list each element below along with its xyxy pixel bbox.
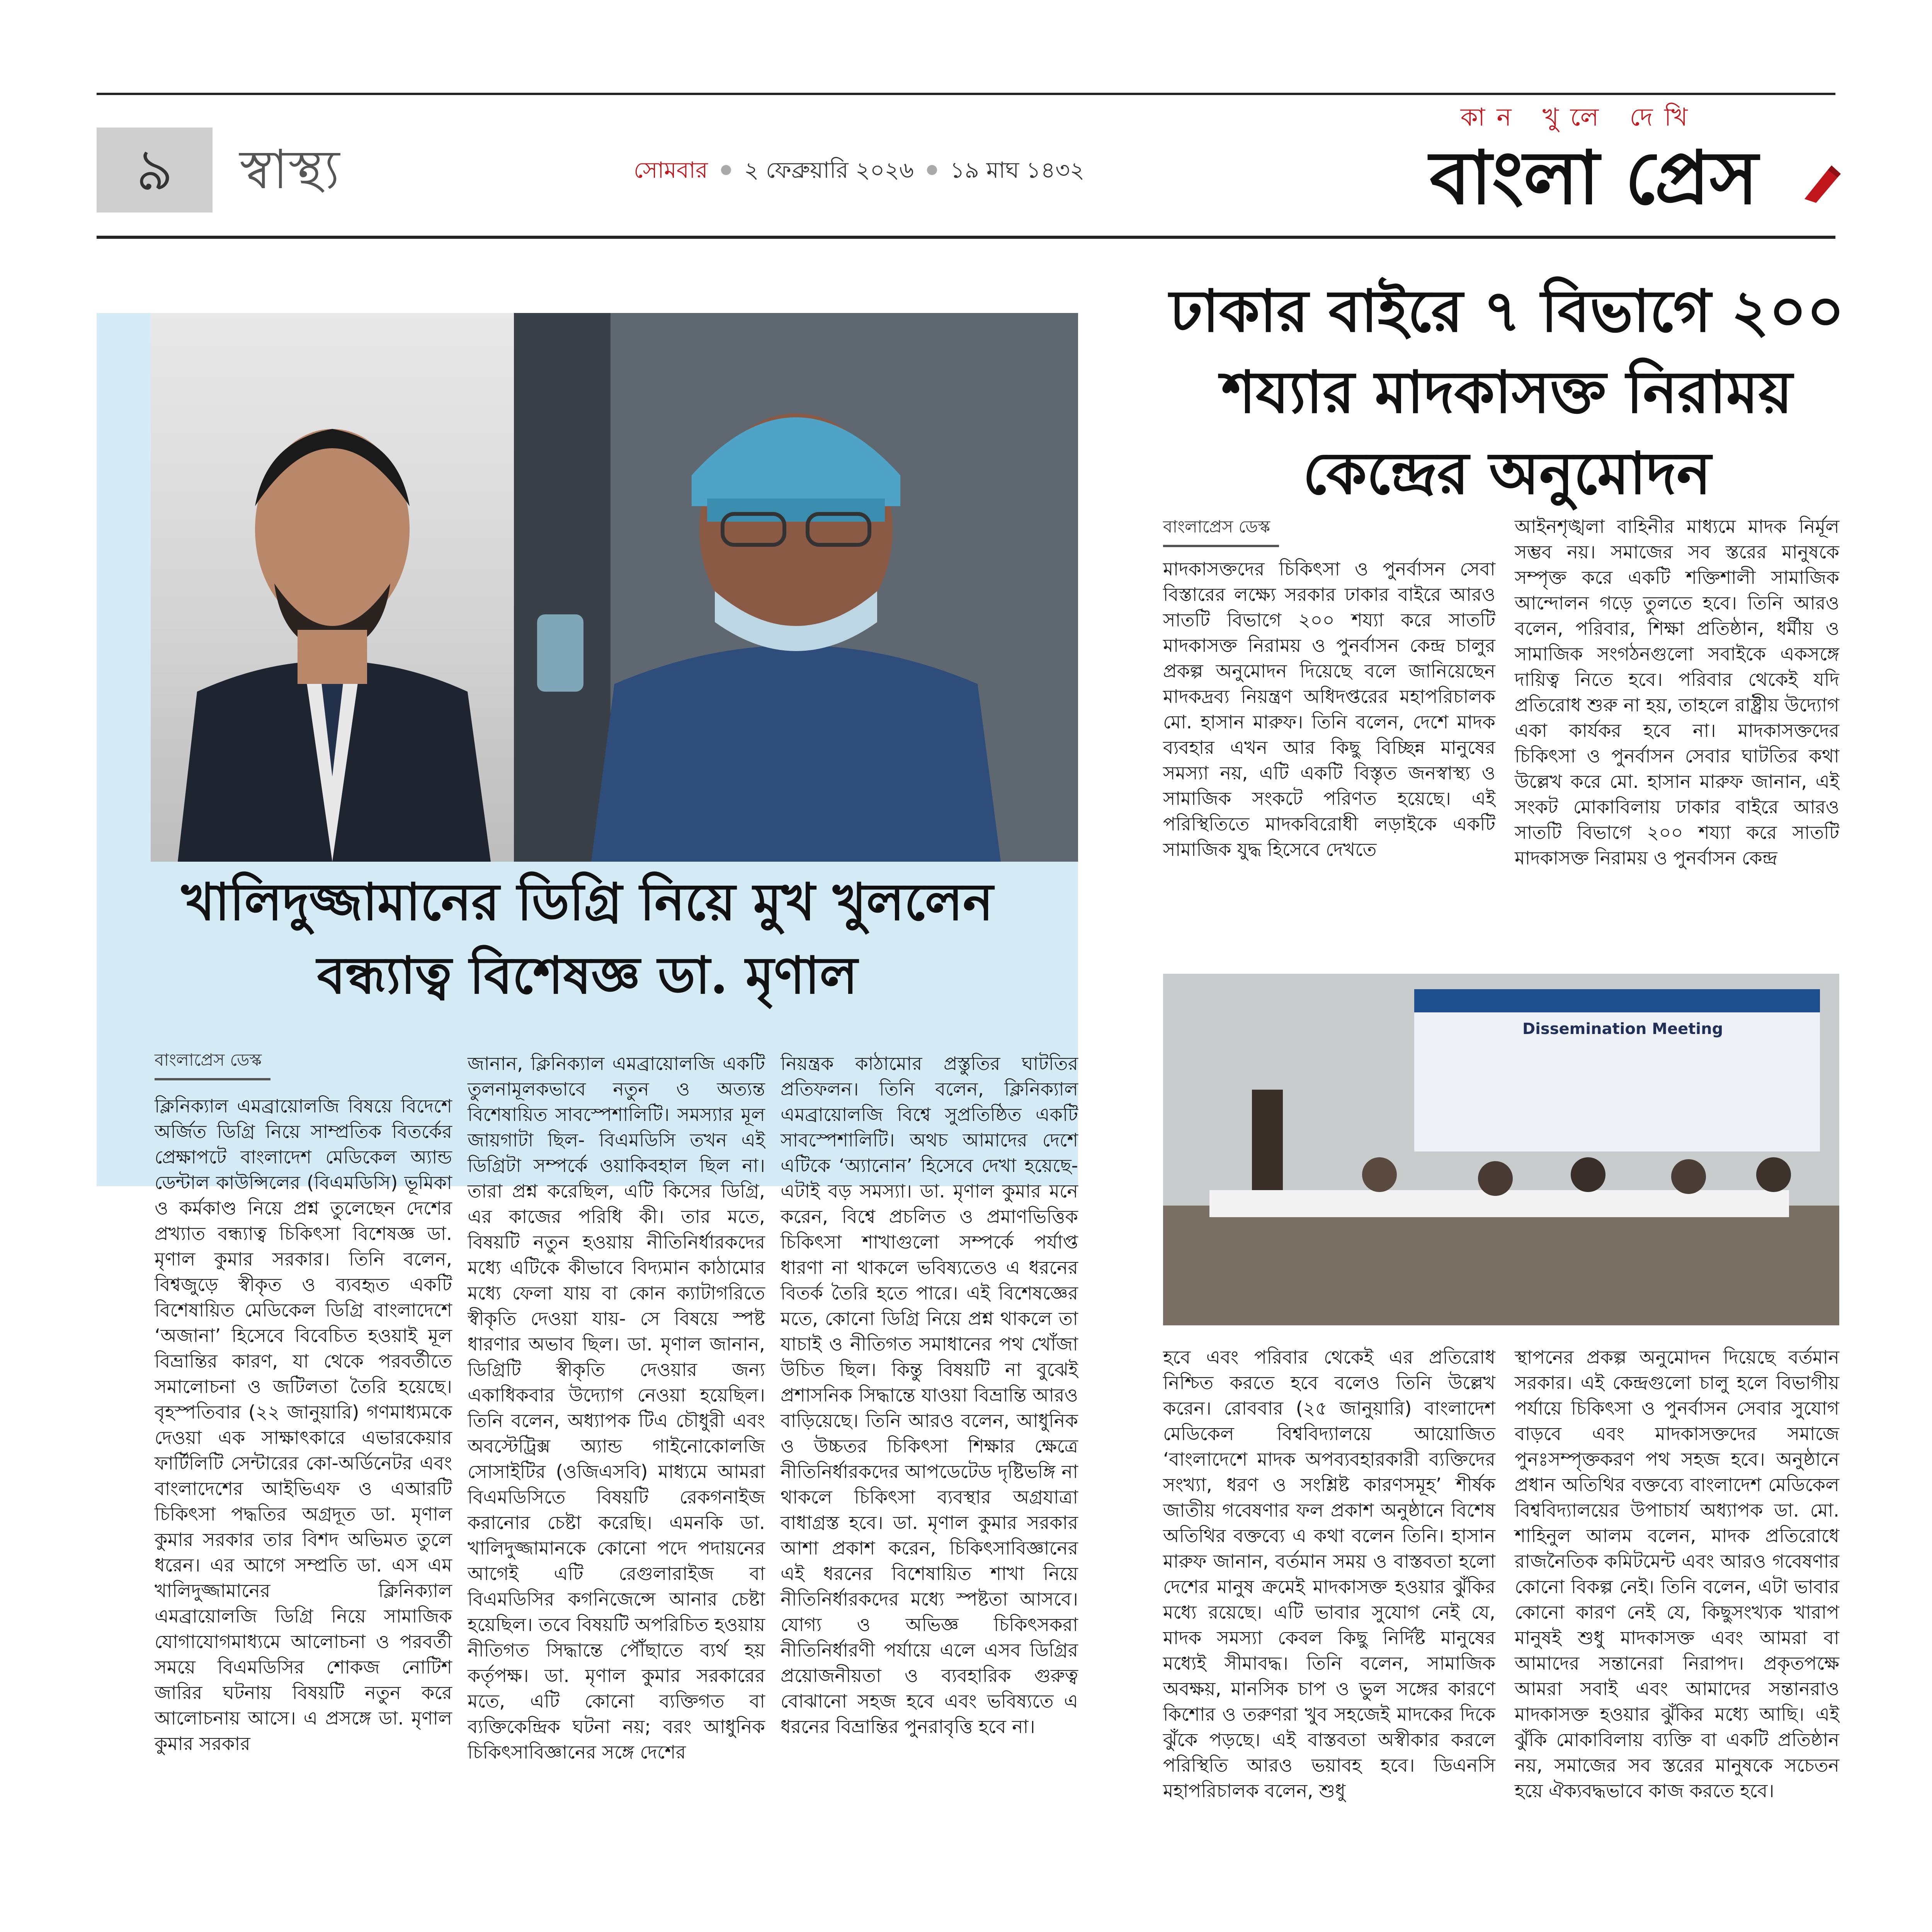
article1-column-3: নিয়ন্ত্রক কাঠামোর প্রস্তুতির ঘাটতির প্রতিফলন। তিনি বলেন, ক্লিনিক্যাল এমব্রায়োলজি বিশ্বে সুপ্রতিষ্ঠিত একটি সাবস্পেশালিটি। অথচ আমাদের দেশে এটিকে ‘অ্যানোন’ হিসেবে দেখা হয়েছে- এটাই বড় সমস্যা। ডা. মৃণাল কুমার মনে করেন, বিশ্বে প্রচলিত ও প্রমাণভিত্তিক চিকিৎসা শাখাগুলো সম্পর্কে পর্যাপ্ত ধারণা না থাকলে ভবিষ্যতেও এ ধরনের বিতর্ক তৈরি হতে পারে। এই বিশেষজ্ঞের মতে, কোনো ডিগ্রি নিয়ে প্রশ্ন থাকলে তা যাচাই ও নীতিগত সমাধানের পথ খোঁজা উচিত ছিল। কিন্তু বিষয়টি না বুঝেই প্রশাসনিক সিদ্ধান্তে যাওয়া বিভ্রান্তি আরও বাড়িয়েছে। তিনি আরও বলেন, আধুনিক ও উচ্চতর চিকিৎসা শিক্ষার ক্ষেত্রে নীতিনির্ধারকদের আপডেটেড দৃষ্টিভঙ্গি না থাকলে চিকিৎসা ব্যবস্থার অগ্রযাত্রা বাধাগ্রস্ত হবে। ডা. মৃণাল কুমার সরকার আশা প্রকাশ করেন, চিকিৎসাবিজ্ঞানের এই ধরনের বিশেষায়িত শাখা নিয়ে নীতিনির্ধারকদের মধ্যে স্পষ্টতা আসবে। যোগ্য ও অভিজ্ঞ চিকিৎসকরা নীতিনির্ধারণী পর্যায়ে এলে এসব ডিগ্রির প্রয়োজনীয়তা ও ব্যবহারিক গুরুত্ব বোঝানো সহজ হবে এবং ভবিষ্যতে এ ধরনের বিভ্রান্তির পুনরাবৃত্তি হবে না। — [781, 1053, 1078, 1738]
dateline-separator — [721, 165, 731, 175]
byline-rule — [1163, 545, 1279, 547]
article2-headline-line2: শয্যার মাদকাসক্ত নিরাময় — [1221, 358, 1793, 426]
article1-byline: বাংলাপ্রেস ডেস্ক — [155, 1050, 262, 1070]
article1-column-2: জানান, ক্লিনিক্যাল এমব্রায়োলজি একটি তুলনামূলকভাবে নতুন ও অত্যন্ত বিশেষায়িত সাবস্পেশালিটি। সমস্যার মূল জায়গাটা ছিল- বিএমডিসি তখন এই ডিগ্রিটা সম্পর্কে ওয়াকিবহাল ছিল না। তারা প্রশ্ন করেছিল, এটি কিসের ডিগ্রি, এর কাজের পরিধি কী। তার মতে, বিষয়টি নতুন হওয়ায় নীতিনির্ধারকদের মধ্যে এটিকে কীভাবে বিদ্যমান কাঠামোর মধ্যে ফেলা যায় বা কোন ক্যাটাগরিতে স্বীকৃতি দেওয়া যায়- সে বিষয়ে স্পষ্ট ধারণার অভাব ছিল। ডা. মৃণাল জানান, ডিগ্রিটি স্বীকৃতি দেওয়ার জন্য একাধিকবার উদ্যোগ নেওয়া হয়েছিল। তিনি বলেন, অধ্যাপক টিএ চৌধুরী এবং অবস্টেট্রিক্স অ্যান্ড গাইনোকোলজি সোসাইটির (ওজিএসবি) মাধ্যমে আমরা বিএমডিসিতে বিষয়টি রেকগনাইজ করানোর চেষ্টা করেছি। এমনকি ডা. খালিদুজ্জামানকে কোনো পদে পদায়নের আগেই এটি রেগুলারাইজ বা বিএমডিসির কগনিজেন্সে আনার চেষ্টা হয়েছিল। তবে বিষয়টি অপরিচিত হওয়ায় নীতিগত সিদ্ধান্তে পৌঁছাতে ব্যর্থ হয় কর্তৃপক্ষ। ডা. মৃণাল কুমার সরকারের মতে, এটি কোনো ব্যক্তিগত বা ব্যক্তিকেন্দ্রিক ঘটনা নয়; বরং আধুনিক চিকিৎসাবিজ্ঞানের সঙ্গে দেশের — [468, 1053, 765, 1763]
photo-dissemination-meeting — [1163, 974, 1839, 1325]
article1-headline-line1: খালিদুজ্জামানের ডিগ্রি নিয়ে মুখ খুললেন — [181, 872, 993, 932]
bangla-date: ১৯ মাঘ ১৪৩২ — [950, 157, 1085, 183]
article2-headline-line3: কেন্দ্রের অনুমোদন — [1303, 439, 1711, 507]
day-name: সোমবার — [634, 157, 708, 183]
page-number: ৯ — [97, 128, 213, 213]
pen-logo-icon — [1801, 162, 1843, 205]
article2-byline: বাংলাপ্রেস ডেস্ক — [1163, 517, 1270, 537]
top-rule — [97, 93, 1835, 95]
article2-headline — [1121, 270, 1893, 514]
article2-column-1: মাদকাসক্তদের চিকিৎসা ও পুনর্বাসন সেবা বিস্তারের লক্ষ্যে সরকার ঢাকার বাইরে আরও সাতটি বিভাগে ২০০ শয্যা করে সাতটি মাদকাসক্ত নিরাময় ও পুনর্বাসন কেন্দ্র চালুর প্রকল্প অনুমোদন দিয়েছে বলে জানিয়েছেন মাদকদ্রব্য নিয়ন্ত্রণ অধিদপ্তরের মহাপরিচালক মো. হাসান মারুফ। তিনি বলেন, দেশে মাদক ব্যবহার এখন আর কিছু বিচ্ছিন্ন মানুষের সমস্যা নয়, এটি একটি বিস্তৃত জনস্বাস্থ্য ও সামাজিক সংকটে পরিণত হয়েছে। এই পরিস্থিতিতে মাদকবিরোধী লড়াইকে একটি সামাজিক যুদ্ধ হিসেবে দেখতে — [1163, 558, 1495, 861]
masthead-rule — [97, 236, 1835, 239]
photo-portrait-suit — [151, 313, 514, 862]
section-name: স্বাস্থ্য — [240, 138, 340, 201]
article1-column-1: ক্লিনিক্যাল এমব্রায়োলজি বিষয়ে বিদেশে অর্জিত ডিগ্রি নিয়ে সাম্প্রতিক বিতর্কের প্রেক্ষাপটে বাংলাদেশ মেডিকেল অ্যান্ড ডেন্টাল কাউন্সিলের (বিএমডিসি) ভূমিকা ও কর্মকাণ্ড নিয়ে প্রশ্ন তুলেছেন দেশের প্রখ্যাত বন্ধ্যাত্ব চিকিৎসা বিশেষজ্ঞ ডা. মৃণাল কুমার সরকার। তিনি বলেন, বিশ্বজুড়ে স্বীকৃত ও ব্যবহৃত একটি বিশেষায়িত মেডিকেল ডিগ্রি বাংলাদেশে ‘অজানা’ হিসেবে বিবেচিত হওয়াই মূল বিভ্রান্তির কারণ, যা থেকে পরবর্তীতে সমালোচনা ও জটিলতা তৈরি হয়েছে। বৃহস্পতিবার (২২ জানুয়ারি) গণমাধ্যমকে দেওয়া এক সাক্ষাৎকারে এভারকেয়ার ফার্টিলিটি সেন্টারের কো-অর্ডিনেটর এবং বাংলাদেশের আইভিএফ ও এআরটি চিকিৎসা পদ্ধতির অগ্রদূত ডা. মৃণাল কুমার সরকার তার বিশদ অভিমত তুলে ধরেন। এর আগে সম্প্রতি ডা. এস এম খালিদুজ্জামানের ক্লিনিক্যাল এমব্রায়োলজি ডিগ্রি নিয়ে সামাজিক যোগাযোগমাধ্যমে আলোচনা ও পরবর্তী সময়ে বিএমডিসির শোকজ নোটিশ জারির ঘটনায় বিষয়টি নতুন করে আলোচনায় আসে। এ প্রসঙ্গে ডা. মৃণাল কুমার সরকার — [155, 1095, 452, 1755]
byline-rule — [155, 1078, 270, 1080]
dateline-separator — [927, 165, 937, 175]
article1-headline — [124, 866, 1051, 1012]
article1-headline-line2: বন্ধ্যাত্ব বিশেষজ্ঞ ডা. মৃণাল — [317, 946, 858, 1005]
paper-tagline: কান খুলে দেখি — [1461, 103, 1699, 132]
dateline — [634, 155, 1085, 185]
article2-column-4: স্থাপনের প্রকল্প অনুমোদন দিয়েছে বর্তমান সরকার। এই কেন্দ্রগুলো চালু হলে বিভাগীয় পর্যায়ে চিকিৎসা ও পুনর্বাসন সেবার সুযোগ বাড়বে এবং মাদকাসক্তদের সমাজে পুনঃসম্পৃক্তকরণ পথ সহজ হবে। অনুষ্ঠানে প্রধান অতিথির বক্তব্যে বাংলাদেশ মেডিকেল বিশ্ববিদ্যালয়ের উপাচার্য অধ্যাপক ডা. মো. শাহিনুল আলম বলেন, মাদক প্রতিরোধে রাজনৈতিক কমিটমেন্ট এবং আরও গবেষণার কোনো বিকল্প নেই। তিনি বলেন, এটা ভাবার কোনো কারণ নেই যে, কিছুসংখ্যক খারাপ মানুষই শুধু মাদকাসক্ত এবং আমরা বা আমাদের সন্তানেরা নিরাপদ। প্রকৃতপক্ষে আমরা সবাই এবং আমাদের সন্তানরাও মাদকাসক্ত হওয়ার ঝুঁকির মধ্যে আছি। এই ঝুঁকি মোকাবিলায় ব্যক্তি বা একটি প্রতিষ্ঠান নয়, সমাজের সব স্তরের মানুষকে সচেতন হয়ে ঐক্যবদ্ধভাবে কাজ করতে হবে। — [1515, 1347, 1839, 1802]
paper-logo: বাংলা প্রেস — [1430, 134, 1758, 221]
article2-column-3: হবে এবং পরিবার থেকেই এর প্রতিরোধ নিশ্চিত করতে হবে বলেও তিনি উল্লেখ করেন। রোববার (২৫ জানুয়ারি) বাংলাদেশ মেডিকেল বিশ্ববিদ্যালয়ে আয়োজিত ‘বাংলাদেশে মাদক অপব্যবহারকারী ব্যক্তিদের সংখ্যা, ধরণ ও সংশ্লিষ্ট কারণসমূহ’ শীর্ষক জাতীয় গবেষণার ফল প্রকাশ অনুষ্ঠানে বিশেষ অতিথির বক্তব্যে এ কথা বলেন তিনি। হাসান মারুফ জানান, বর্তমান সময় ও বাস্তবতা হলো দেশের মানুষ ক্রমেই মাদকাসক্ত হওয়ার ঝুঁকির মধ্যে রয়েছে। এটি ভাবার সুযোগ নেই যে, মাদক সমস্যা কেবল কিছু নির্দিষ্ট মানুষের মধ্যেই সীমাবদ্ধ। তিনি বলেন, সামাজিক অবক্ষয়, মানসিক চাপ ও ভুল সঙ্গের কারণে কিশোর ও তরুণরা খুব সহজেই মাদকের দিকে ঝুঁকে পড়ছে। এই বাস্তবতা অস্বীকার করলে পরিস্থিতি আরও ভয়াবহ হবে। ডিএনসি মহাপরিচালক বলেন, শুধু — [1163, 1347, 1495, 1802]
photo-surgeon — [514, 313, 1078, 862]
article2-headline-line1: ঢাকার বাইরে ৭ বিভাগে ২০০ — [1169, 277, 1845, 345]
english-date: ২ ফেব্রুয়ারি ২০২৬ — [744, 157, 914, 183]
article2-column-2: আইনশৃঙ্খলা বাহিনীর মাধ্যমে মাদক নির্মূল সম্ভব নয়। সমাজের সব স্তরের মানুষকে সম্পৃক্ত করে একটি শক্তিশালী সামাজিক আন্দোলন গড়ে তুলতে হবে। তিনি আরও বলেন, পরিবার, শিক্ষা প্রতিষ্ঠান, ধর্মীয় ও সামাজিক সংগঠনগুলো সবাইকে একসঙ্গে দায়িত্ব নিতে হবে। পরিবার থেকেই যদি প্রতিরোধ শুরু না হয়, তাহলে রাষ্ট্রীয় উদ্যোগ একা কার্যকর হবে না। মাদকাসক্তদের চিকিৎসা ও পুনর্বাসন সেবার ঘাটতির কথা উল্লেখ করে মো. হাসান মারুফ জানান, এই সংকট মোকাবিলায় ঢাকার বাইরে আরও সাতটি বিভাগে ২০০ শয্যা করে সাতটি মাদকাসক্ত নিরাময় ও পুনর্বাসন কেন্দ্র — [1515, 516, 1839, 869]
photo-banner-text: Dissemination Meeting — [1522, 1020, 1723, 1038]
